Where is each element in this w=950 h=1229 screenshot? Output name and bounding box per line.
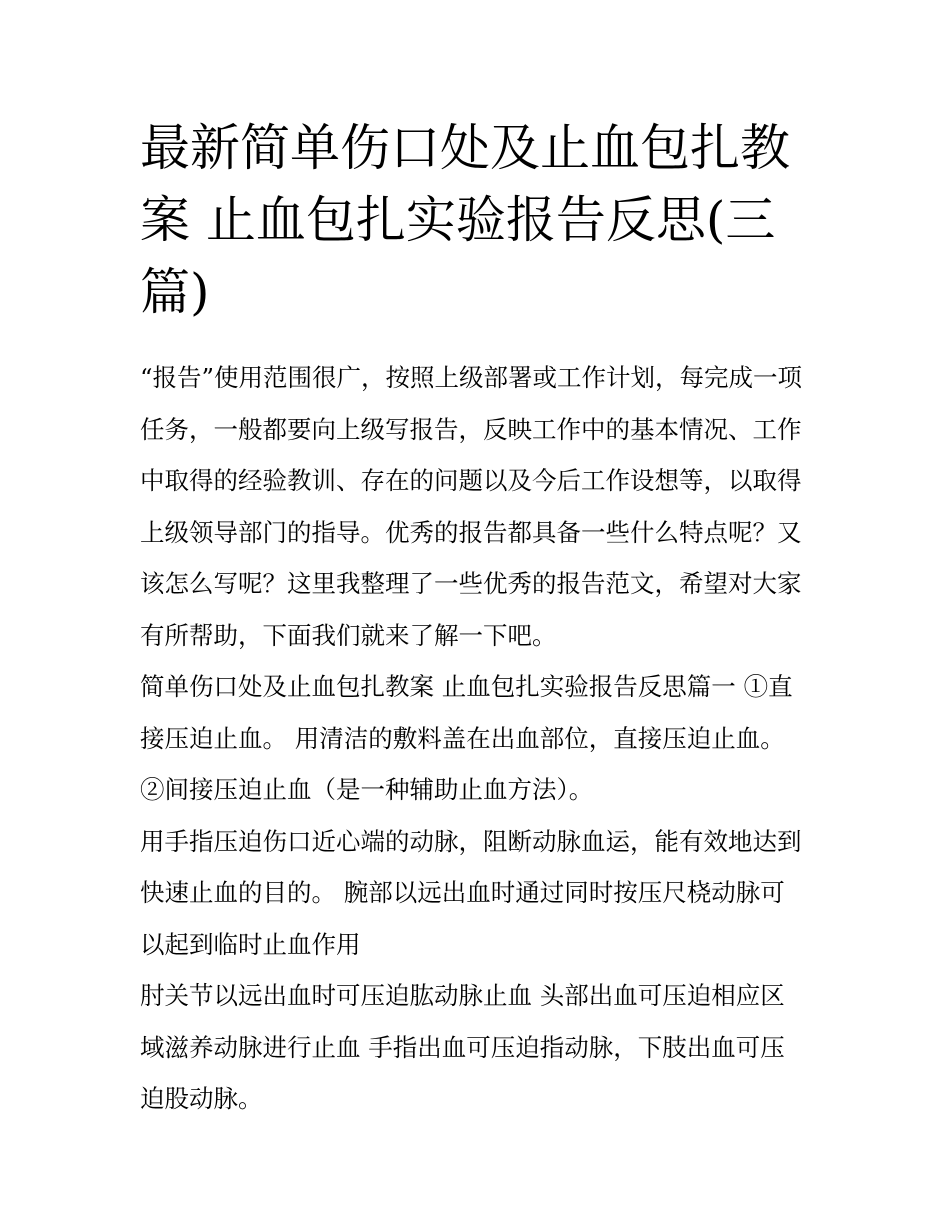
title-line: 最新简单伤口处及止血包扎教 [140,119,790,177]
body-line: 迫股动脉。 [140,1084,263,1113]
document-body [140,352,820,1125]
body-line: 有所帮助，下面我们就来了解一下吧。 [140,620,557,650]
body-line: 中取得的经验教训、存在的问题以及今后工作设想等，以取得 [140,466,802,495]
body-line: 用手指压迫伤口近心端的动脉，阻断动脉血运，能有效地达到 [140,826,802,856]
document-title [140,112,820,328]
body-line: 肘关节以远出血时可压迫肱动脉止血 头部出血可压迫相应区 [140,981,785,1010]
body-line: 该怎么写呢？这里我整理了一些优秀的报告范文，希望对大家 [140,569,802,598]
body-line: ②间接压迫止血（是一种辅助止血方法）。 [140,775,594,804]
body-line: 简单伤口处及止血包扎教案 止血包扎实验报告反思篇一 ①直 [140,672,793,701]
body-line: 快速止血的目的。 腕部以远出血时通过同时按压尺桡动脉可 [140,878,785,907]
title-line: 篇) [140,263,210,321]
body-line: 域滋养动脉进行止血 手指出血可压迫指动脉，下肢出血可压 [140,1032,785,1062]
title-line: 案 止血包扎实验报告反思(三 [140,191,776,249]
body-line: 任务，一般都要向上级写报告，反映工作中的基本情况、工作 [140,414,802,444]
body-line: 以起到临时止血作用 [140,929,361,959]
body-line: 接压迫止血。 用清洁的敷料盖在出血部位，直接压迫止血。 [140,723,785,753]
body-line: 上级领导部门的指导。优秀的报告都具备一些什么特点呢？又 [140,517,802,547]
body-line: “报告”使用范围很广，按照上级部署或工作计划，每完成一项 [140,363,803,392]
